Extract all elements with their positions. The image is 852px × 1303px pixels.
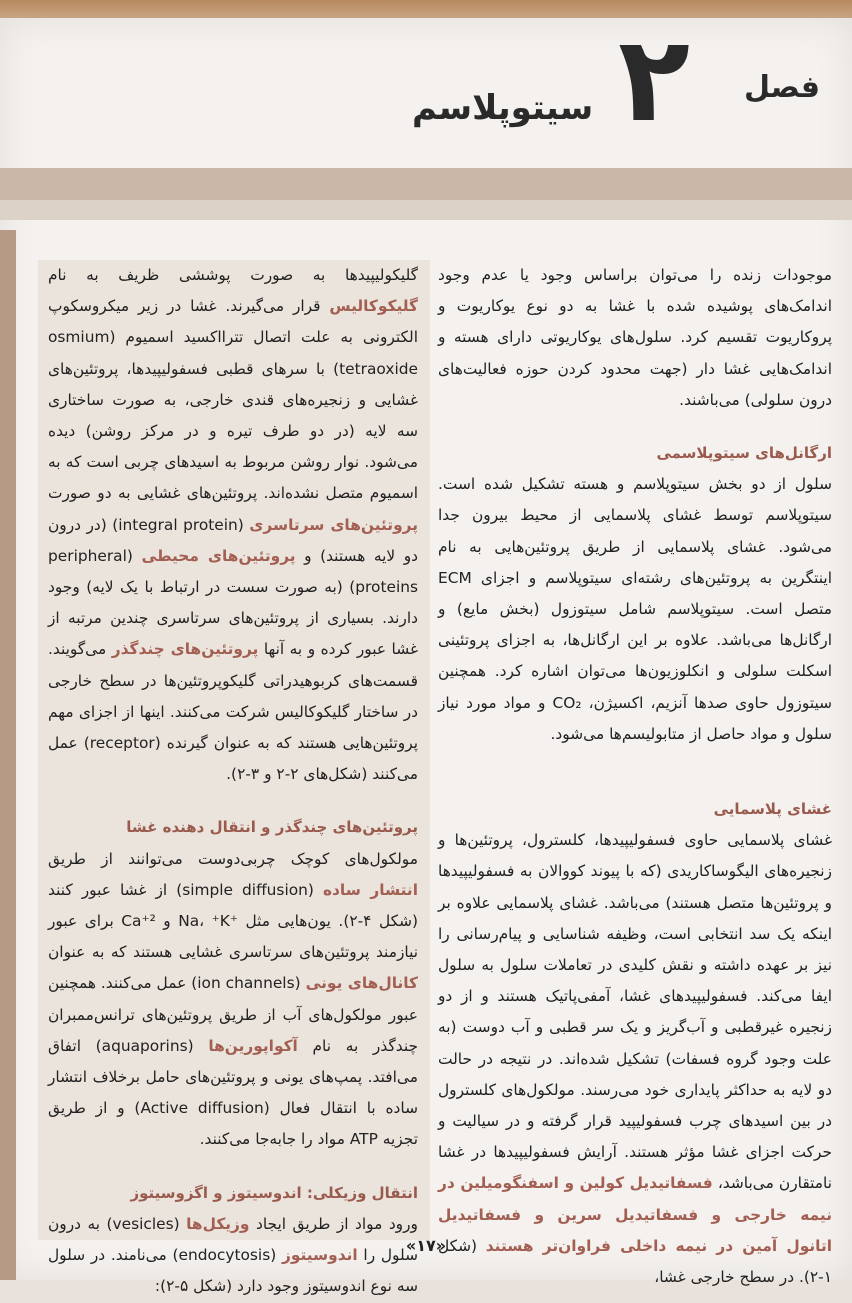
term-endocytosis: اندوسیتوز: [281, 1246, 358, 1265]
vesicle-paragraph: [48, 1209, 418, 1303]
intro-paragraph: موجودات زنده را می‌توان براساس وجود یا عدم وجود اندامک‌های پوشیده شده با غشا به دو نوع یوکاریوت و پروکاریوت تقسیم کرد. سلول‌های یوکاریوتی دارای هسته و اندامک‌هایی غشا دار (جهت محدود کردن حوزه فعالیت‌های درون سلولی) می‌باشند.: [438, 266, 832, 409]
term-peripheral-protein: پروتئین‌های محیطی: [141, 546, 296, 565]
membrane-paragraph: [438, 825, 832, 1293]
heading-plasma-membrane: غشای پلاسمایی: [713, 800, 832, 819]
text-segment: مولکول‌های کوچک چربی‌دوست می‌توانند از طریق: [48, 849, 418, 868]
header-band-light: [0, 200, 852, 220]
term-aquaporins: آکواپورین‌ها: [208, 1036, 298, 1055]
term-integral-protein: پروتئین‌های سرتاسری: [249, 515, 418, 534]
right-column: [438, 260, 832, 1293]
chapter-title: سیتوپلاسم: [412, 88, 594, 128]
transport-paragraph: [48, 844, 418, 1156]
term-glycocalyx: گلیکوکالیس: [329, 297, 418, 316]
text-segment: (vesicles) به درون سلول را: [48, 1214, 418, 1265]
text-segment: گلیکولیپیدها به صورت پوششی ظریف به نام: [48, 266, 418, 284]
membrane-text: غشای پلاسمایی حاوی فسفولیپیدها، کلسترول، پروتئین‌ها و زنجیره‌های الیگوساکاریدی (که با پیوند کووالان به فسفولیپیدها و پروتئین‌ها متصل هستند) می‌باشد. غشای پلاسمایی علاوه بر اینکه یک سد انتخابی است، وظیفه شناسایی و پیام‌رسانی را نیز بر عهده داشته و نقش کلیدی در تعاملات سلول به سلول ایفا می‌کند. فسفولیپیدهای غشا، آمفی‌پاتیک هستند و از دو زنجیره غیرقطبی و آب‌گریز و یک سر قطبی و آب دوست (به علت وجود گروه فسفات) تشکیل شده‌اند. در نتیجه در حالت دو لایه به حداکثر پایداری خود می‌رسند. مولکول‌های کلسترول در بین اسیدهای چرب فسفولیپید قرار گرفته و در سیالیت و حرکت اجزای غشا مؤثر هستند. آرایش فسفولیپیدها در غشا نامتقارن می‌باشد،: [438, 831, 832, 1193]
membrane-highlight: فسفاتیدیل کولین و اسفنگومیلین در نیمه خارجی و فسفاتیدیل سرین و فسفاتیدیل اتانول آمین در نیمه داخلی فراوان‌تر هستند: [438, 1174, 832, 1255]
page-number: «۱۷»: [405, 1236, 447, 1255]
term-ion-channels: کانال‌های یونی: [305, 974, 418, 993]
text-segment: (integral protein) (در درون دو لایه هستند) و: [48, 515, 418, 565]
text-segment: (endocytosis) می‌نامند. در سلول سه نوع اندوسیتوز وجود دارد (شکل ۵-۲):: [48, 1246, 418, 1296]
membrane-end: (شکل ۱-۲). در سطح خارجی غشا،: [438, 1236, 832, 1287]
heading-transport: پروتئین‌های چندگذر و انتقال دهنده غشا: [126, 818, 418, 837]
heading-vesicle-transport: انتقال وزیکلی: اندوسیتوز و اگزوسیتوز: [130, 1183, 418, 1202]
text-segment: (ion channels) عمل می‌کنند. همچنین عبور مولکول‌های آب از طریق پروتئین‌های ترانس‌ممبران چندگذر به نام: [48, 974, 418, 1055]
text-segment: می‌گویند. قسمت‌های کربوهیدراتی گلیکوپروتئین‌ها در سطح خارجی در ساختار گلیکوکالیس شرکت می‌کنند. اینها از اجزای مهم پروتئین‌هایی هستند که به عنوان گیرنده (receptor) عمل می‌کنند (شکل‌های ۲-۲ و ۳-۲).: [48, 640, 419, 784]
chapter-number: ۲: [618, 10, 691, 148]
text-segment: (peripheral proteins) (به صورت سست در ارتباط با یک لایه) وجود دارند. بسیاری از پروتئین‌های سرتاسری چندین مرتبه از غشا عبور کرده و به آنها: [48, 546, 418, 659]
term-simple-diffusion: انتشار ساده: [322, 880, 418, 899]
chapter-word: فصل: [744, 70, 820, 105]
organelles-paragraph: سلول از دو بخش سیتوپلاسم و هسته تشکیل شده است. سیتوپلاسم توسط غشای پلاسمایی از محیط بیرون جدا می‌شود. غشای پلاسمایی از طریق پروتئین‌هایی به نام اینتگرین به پروتئین‌های رشته‌ای سیتوپلاسم و اجزای ECM متصل است. سیتوپلاسم شامل سیتوزول (بخش مایع) و ارگانل‌ها می‌باشد. علاوه بر این ارگانل‌ها، به اجزای پروتئینی اسکلت سلولی و انکلوزیون‌ها می‌توان اشاره کرد. همچنین سیتوزول حاوی صدها آنزیم، اکسیژن، CO₂ و مواد مورد نیاز سلول و مواد حاصل از متابولیسم‌ها می‌شود.: [438, 475, 832, 743]
header-band: [0, 168, 852, 200]
term-multipass-protein: پروتئین‌های چندگذر: [111, 640, 259, 659]
margin-strip: [0, 230, 16, 1280]
text-segment: ورود مواد از طریق ایجاد: [255, 1214, 418, 1233]
text-segment: قرار می‌گیرند. غشا در زیر میکروسکوپ الکترونی به علت اتصال تترااکسید اسمیوم (osmium tetraoxide) با سرهای قطبی فسفولیپیدها، پروتئین‌های غشایی و زنجیره‌های قندی خارجی، به صورت ساختاری سه لایه (در دو طرف تیره و در مرکز روشن) دیده می‌شود. نوار روشن مربوط به اسیدهای چربی است که به اسمیوم متصل نشده‌اند. پروتئین‌های غشایی به دو صورت: [48, 297, 418, 503]
heading-organelles: ارگانل‌های سیتوپلاسمی: [656, 444, 832, 463]
glycocalyx-paragraph: [48, 260, 418, 790]
text-segment: (aquaporins) اتفاق می‌افتد. پمپ‌های یونی و پروتئین‌های حامل برخلاف انتشار ساده با انتقال فعال (Active diffusion) و از طریق تجزیه ATP مواد را جابه‌جا می‌کنند.: [48, 1036, 418, 1149]
term-vesicles: وزیکل‌ها: [186, 1214, 250, 1233]
text-segment: (simple diffusion) از غشا عبور کنند (شکل ۴-۲). یون‌هایی مثل ⁺Na، ⁺K و ²⁺Ca برای عبور نیازمند پروتئین‌های سرتاسری غشایی هستند که به عنوان: [48, 880, 418, 962]
